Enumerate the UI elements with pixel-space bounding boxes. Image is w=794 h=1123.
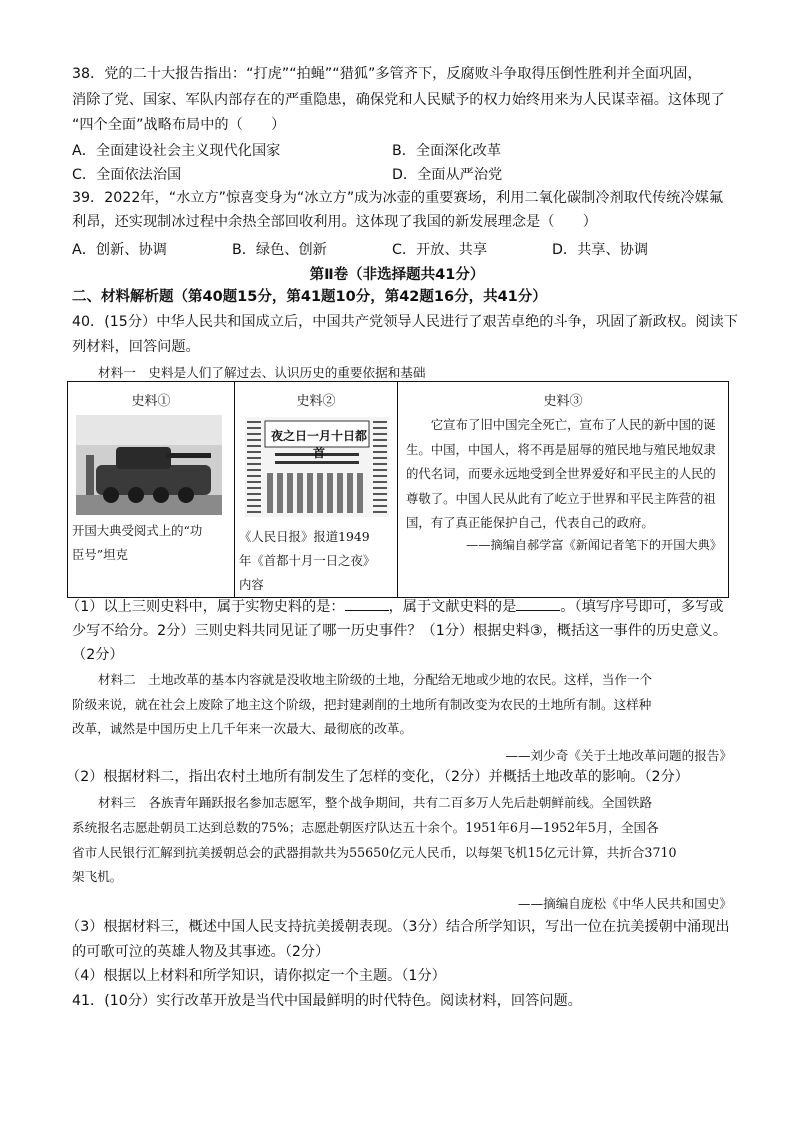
material-3-source: ——摘编自庞松《中华人民共和国史》: [517, 896, 732, 911]
q39-line1: 39．2022年，“水立方”惊喜变身为“冰立方”成为冰壶的重要赛场，利用二氧化碳制冷剂取代传统冷媒氟: [72, 190, 724, 206]
sub3-line1: （3）根据材料三，概述中国人民支持抗美援朝表现。（3分）结合所学知识，写出一位在抗美援朝中涌现出: [66, 919, 730, 935]
material-2-line1: 材料二 土地改革的基本内容就是没收地主阶级的土地，分配给无地或少地的农民。这样，当作一个: [98, 672, 653, 687]
q38-option-b[interactable]: B．全面深化改革: [392, 143, 502, 159]
q41-line1: 41．(10分）实行改革开放是当代中国最鲜明的时代特色。阅读材料，回答问题。: [72, 993, 582, 1009]
q38-option-a[interactable]: A．全面建设社会主义现代化国家: [72, 143, 281, 159]
q38-option-d[interactable]: D．全面从严治党: [392, 167, 503, 183]
q38-line3: “四个全面”战略布局中的（ ）: [72, 117, 286, 133]
q40-line2: 列材料，回答问题。: [72, 339, 200, 355]
source-2-caption-1: 《人民日报》报道1949: [239, 529, 370, 544]
material-2-line3: 改革，诚然是中国历史上几千年来一次最大、最彻底的改革。: [72, 721, 413, 736]
source-3-source: ——摘编自郝学富《新闻记者笔下的开国大典》: [466, 537, 722, 552]
material-3-line1: 材料三 各族青年踊跃报名参加志愿军，整个战争期间，共有二百多万人先后赴朝鲜前线。全国铁路: [98, 795, 653, 810]
answer-blank-1[interactable]: [345, 598, 389, 611]
q39-option-d[interactable]: D．共享、协调: [552, 242, 649, 258]
sub2-question: （2）根据材料二，指出农村土地所有制发生了怎样的变化，（2分）并概括土地改革的影响。（2分）: [66, 769, 689, 785]
tank-photo: [76, 415, 222, 515]
material-1-title: 材料一 史料是人们了解过去、认识历史的重要依据和基础: [98, 365, 426, 380]
q39-option-a[interactable]: A．创新、协调: [72, 242, 167, 258]
source-3-cell: [398, 382, 729, 598]
section-title: 第Ⅱ卷（非选择题共41分）: [309, 267, 485, 283]
source-3-head: 史料③: [543, 394, 583, 409]
material-3-line3: 省市人民银行汇解到抗美援朝总会的武器捐款共为55650亿元人民币，以每架飞机15亿元计算，共折合3710: [72, 845, 677, 860]
material-3-line4: 架飞机。: [72, 869, 123, 884]
sub1-line3: （2分）: [72, 647, 124, 663]
sub1-part-b: ，属于文献史料的是: [388, 599, 517, 615]
q38-line1: 38．党的二十大报告指出：“打虎”“拍蝇”“猎狐”多管齐下，反腐败斗争取得压倒性胜利并全面巩固，: [72, 66, 702, 82]
sub1-line2: 少写不给分。2分）三则史料共同见证了哪一历史事件？（1分）根据史料③，概括这一事件的历史意义。: [72, 623, 728, 639]
source-3-text: 它宣布了旧中国完全死亡，宣布了人民的新中国的诞生。中国，中国人，将不再是屈辱的殖民地与殖民地奴隶的代名词，而要永远地受到全世界爱好和平民主的人民的尊敬了。中国人民从此有了屹立于世界和平民主阵营的祖国，有了真正能保护自己，代表自己的政府。: [406, 417, 716, 531]
source-1-caption-2: 臣号”坦克: [72, 547, 128, 562]
sub1-part-c: 。（填写序号即可，多写或: [560, 599, 724, 615]
section-heading: 二、材料解析题（第40题15分，第41题10分，第42题16分，共41分）: [72, 289, 547, 305]
q38-option-c[interactable]: C．全面依法治国: [72, 167, 182, 183]
source-2-head: 史料②: [296, 394, 336, 409]
q38-line2: 消除了党、国家、军队内部存在的严重隐患，确保党和人民赋予的权力始终用来为人民谋幸福。这体现了: [72, 92, 725, 108]
q39-option-c[interactable]: C．开放、共享: [392, 242, 488, 258]
q39-line2: 利昂，还实现制冰过程中余热全部回收利用。这体现了我国的新发展理念是（ ）: [72, 214, 597, 230]
source-1-head: 史料①: [131, 394, 171, 409]
source-2-caption-3: 内容: [239, 577, 264, 592]
q39-option-b[interactable]: B．绿色、创新: [232, 242, 327, 258]
sub1-line1: [66, 598, 723, 616]
source-2-cell: [235, 382, 398, 598]
source-1-cell: [68, 382, 235, 598]
material-3-line2: 系统报名志愿赴朝员工达到总数的75%；志愿赴朝医疗队达五十余个。1951年6月—1952年5月，全国各: [72, 820, 659, 835]
answer-blank-2[interactable]: [516, 598, 560, 611]
material-2-source: ——刘少奇《关于土地改革问题的报告》: [505, 748, 732, 763]
source-table: [67, 381, 729, 598]
sub1-part-a: （1）以上三则史料中，属于实物史料的是：: [66, 599, 345, 615]
material-2-line2: 阶级来说，就在社会上废除了地主这个阶级，把封建剥削的土地所有制改变为农民的土地所有制。这样种: [72, 697, 652, 712]
source-2-caption-2: 年《首都十月一日之夜》: [239, 553, 376, 568]
sub4-question: （4）根据以上材料和所学知识，请你拟定一个主题。（1分）: [66, 968, 446, 984]
source-1-caption-1: 开国大典受阅式上的“功: [72, 523, 203, 538]
q40-line1: 40．(15分）中华人民共和国成立后，中国共产党领导人民进行了艰苦卓绝的斗争，巩固了新政权。阅读下: [72, 314, 738, 330]
sub3-line2: 的可歌可泣的英雄人物及其事迹。（2分）: [72, 944, 330, 960]
